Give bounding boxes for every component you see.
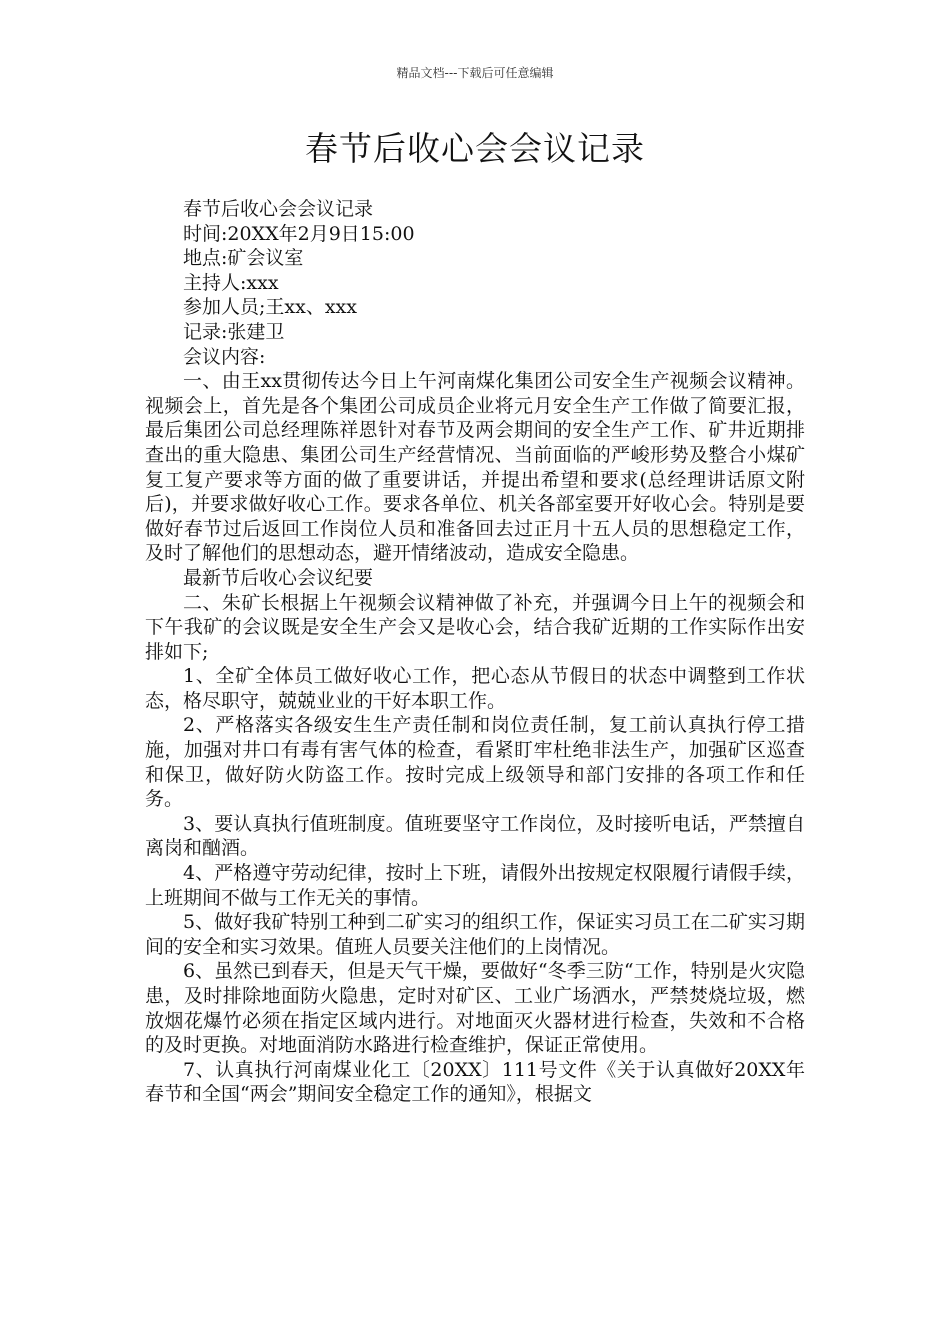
paragraph: 6、虽然已到春天，但是天气干燥，要做好“冬季三防“工作，特别是火灾隐患，及时排除地面防火隐患，定时对矿区、工业广场洒水，严禁焚烧垃圾，燃放烟花爆竹必须在指定区域内进行。对地面灭火器材进行检查，失效和不合格的及时更换。对地面消防水路进行检查维护，保证正常使用。 [145, 960, 805, 1057]
paragraph: 1、全矿全体员工做好收心工作，把心态从节假日的状态中调整到工作状态，格尽职守，兢兢业业的干好本职工作。 [145, 665, 805, 712]
paragraph: 7、认真执行河南煤业化工〔20XX〕111号文件《关于认真做好20XX年春节和全国“两会”期间安全稳定工作的通知》，根据文 [145, 1058, 805, 1106]
paragraph: 2、严格落实各级安生生产责任制和岗位责任制，复工前认真执行停工措施，加强对井口有毒有害气体的检查，看紧盯牢杜绝非法生产，加强矿区巡查和保卫，做好防火防盗工作。按时完成上级领导和部门安排的各项工作和任务。 [145, 714, 805, 811]
paragraph: 记录:张建卫 [183, 320, 285, 343]
document-title: 春节后收心会会议记录 [305, 129, 645, 168]
paragraph: 春节后收心会会议记录 [183, 198, 374, 220]
header-note: 精品文档---下载后可任意编辑 [396, 66, 554, 80]
paragraph: 二、朱矿长根据上午视频会议精神做了补充，并强调今日上午的视频会和下午我矿的会议既是安全生产会又是收心会，结合我矿近期的工作实际作出安排如下; [145, 591, 805, 663]
paragraph: 主持人:xxx [183, 271, 279, 294]
paragraph: 3、要认真执行值班制度。值班要坚守工作岗位，及时接听电话，严禁擅自离岗和酗酒。 [145, 812, 805, 860]
paragraph: 4、严格遵守劳动纪律，按时上下班，请假外出按规定权限履行请假手续，上班期间不做与工作无关的事情。 [145, 862, 805, 909]
paragraph: 地点:矿会议室 [183, 247, 304, 270]
paragraph: 参加人员;王xx、xxx [183, 296, 357, 319]
paragraph: 会议内容: [183, 345, 266, 368]
paragraph: 5、做好我矿特别工种到二矿实习的组织工作，保证实习员工在二矿实习期间的安全和实习效果。值班人员要关注他们的上岗情况。 [145, 911, 805, 958]
paragraph: 一、由王xx贯彻传达今日上午河南煤化集团公司安全生产视频会议精神。视频会上，首先是各个集团公司成员企业将元月安全生产工作做了简要汇报，最后集团公司总经理陈祥恩针对春节及两会期间的安全生产工作、矿井近期排查出的重大隐患、集团公司生产经营情况、当前面临的严峻形势及整合小煤矿复工复产要求等方面的做了重要讲话，并提出希望和要求(总经理讲话原文附后)，并要求做好收心工作。要求各单位、机关各部室要开好收心会。特别是要做好春节过后返回工作岗位人员和准备回去过正月十五人员的思想稳定工作，及时了解他们的思想动态，避开情绪波动，造成安全隐患。 [145, 370, 805, 565]
document-body [145, 197, 805, 1107]
paragraph: 时间:20XX年2月9日15:00 [183, 222, 415, 245]
paragraph: 最新节后收心会议纪要 [183, 566, 374, 589]
